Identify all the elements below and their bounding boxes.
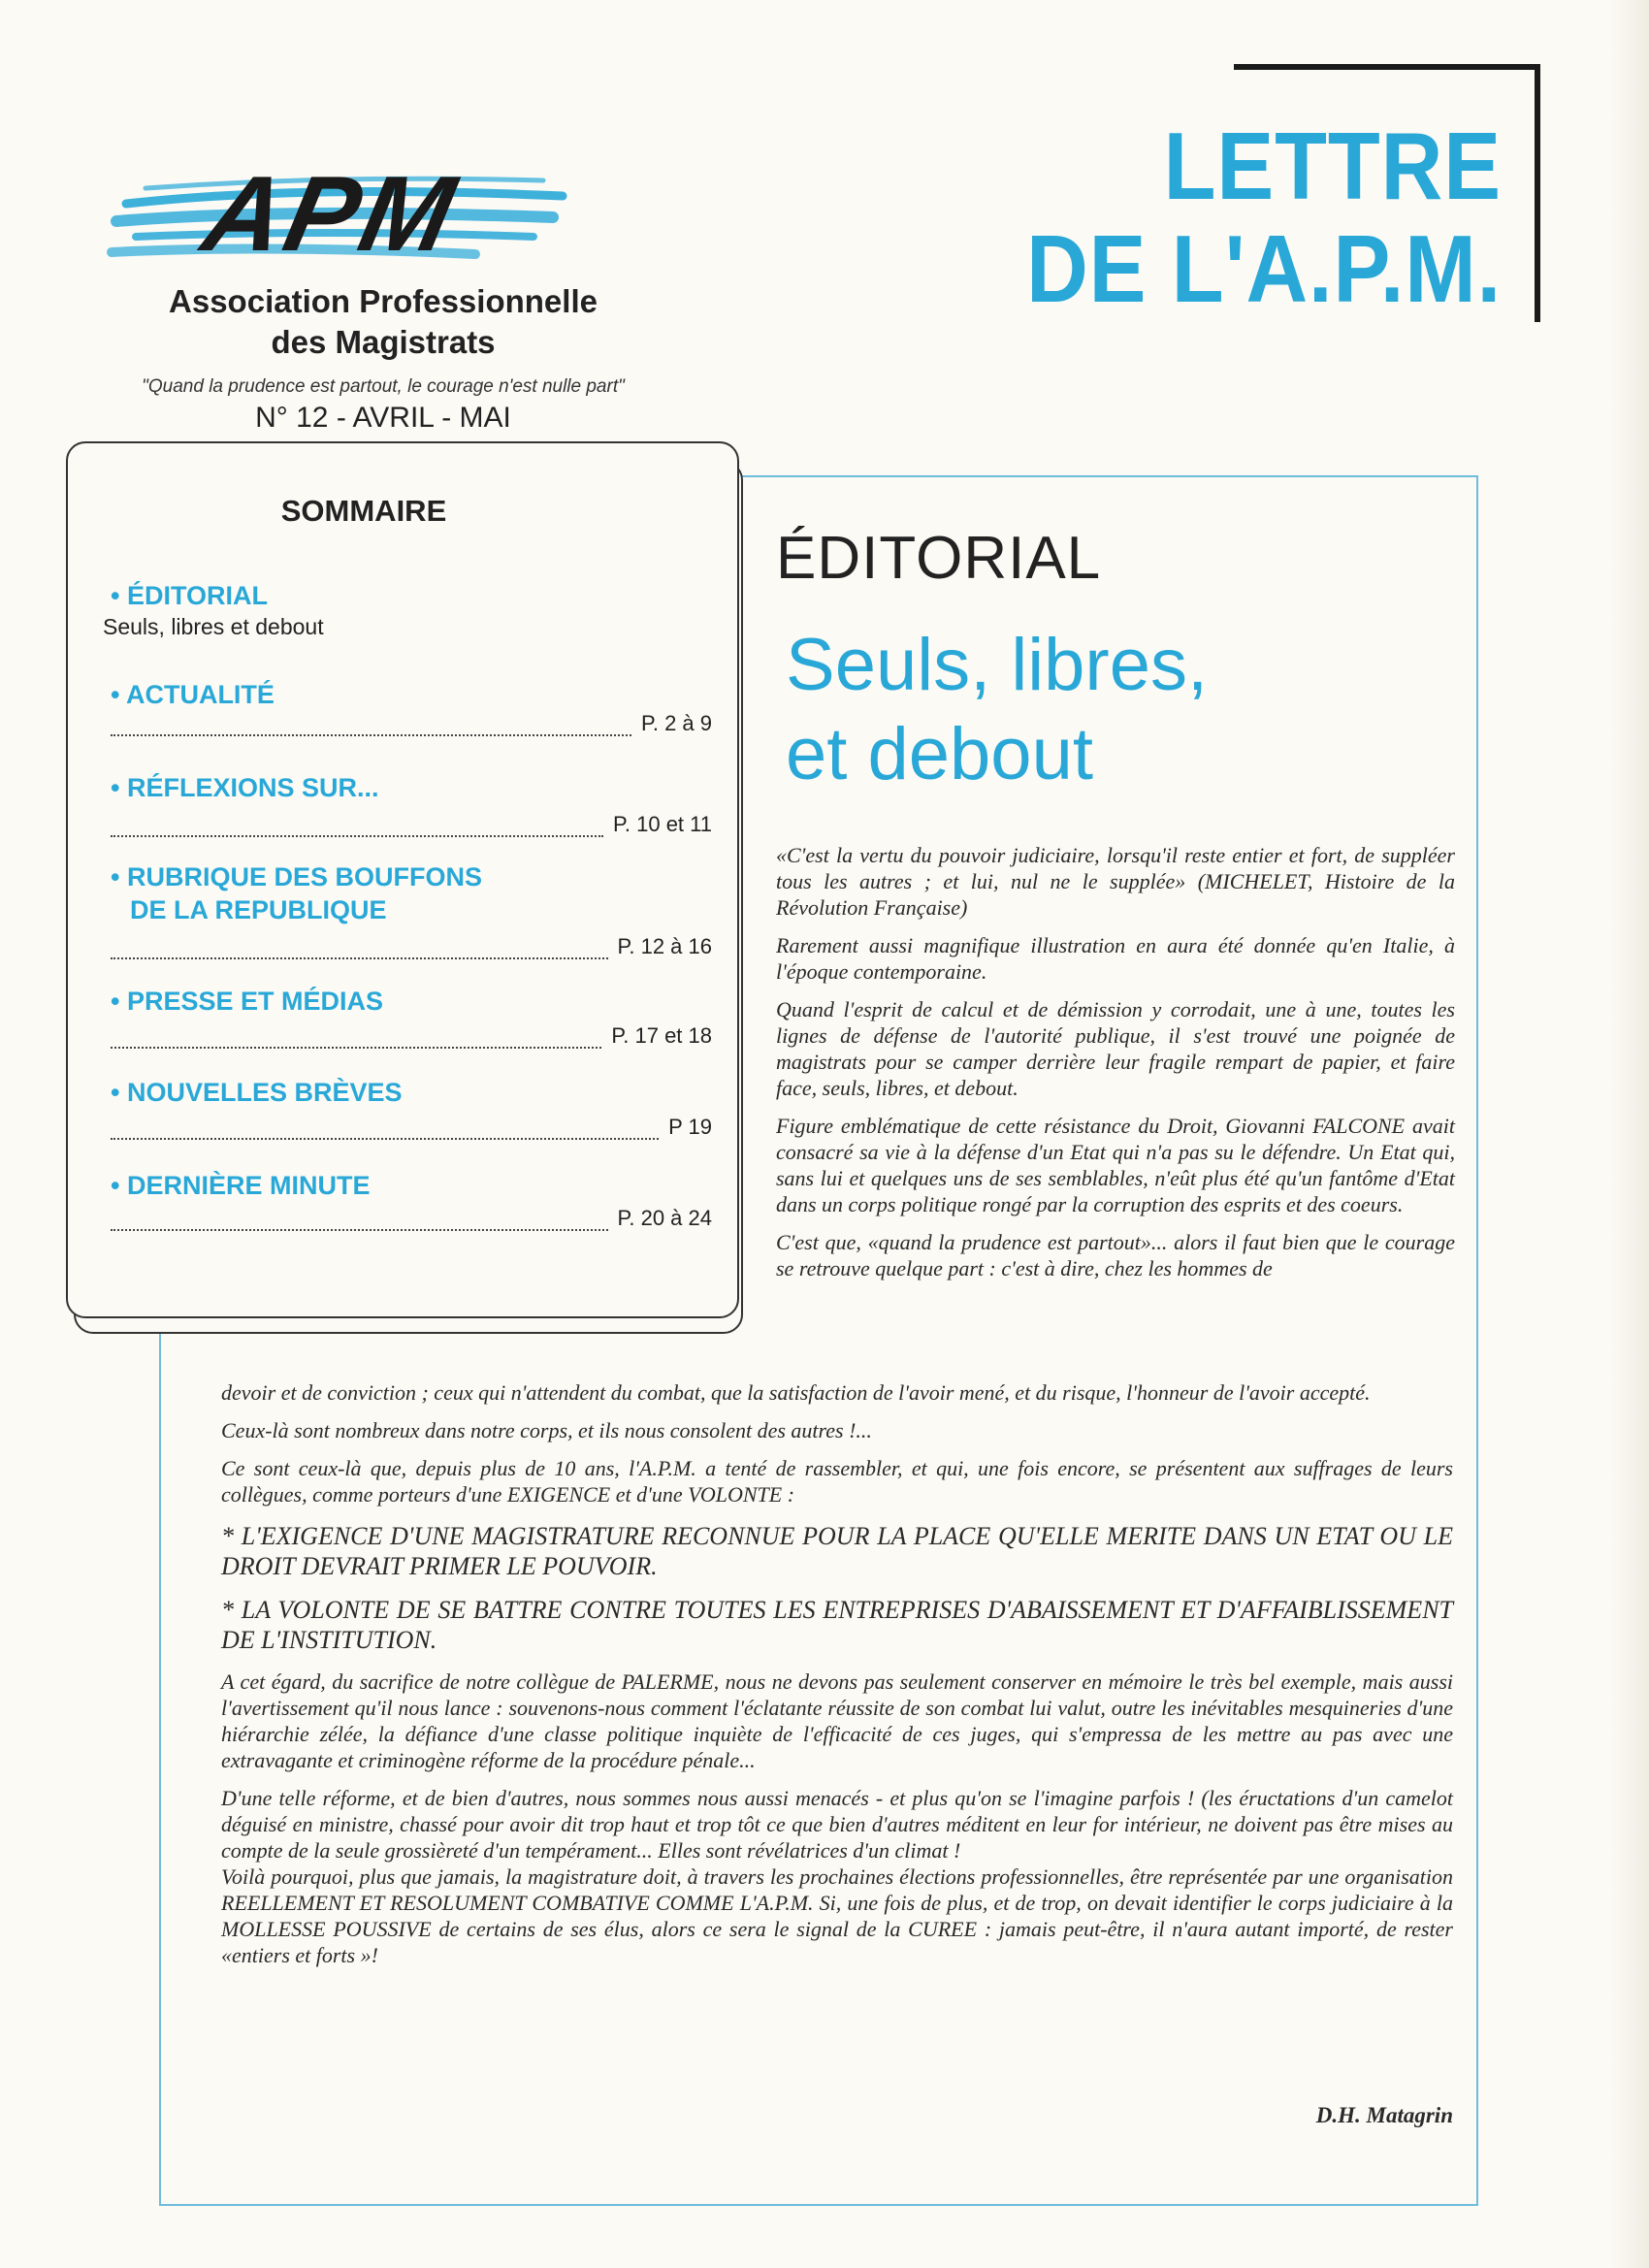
association-name (0, 281, 766, 363)
toc-sub: Seuls, libres et debout (103, 614, 324, 639)
leader-dots (111, 1027, 601, 1049)
editorial-title-line1: Seuls, libres, (786, 624, 1209, 706)
toc-page-line (111, 707, 712, 736)
newsletter-title (980, 114, 1502, 320)
paragraph: D'une telle réforme, et de bien d'autres, nous sommes nous aussi menacés - et plus qu'on se l'imagine parfois ! (les éructations d'un camelot déguisé en ministre, chassé pour avoir dit trop haut et trop tôt ce que bien d'autres méditent en leur for intérieur, ne doivent pas être mises au compte de la seule grossièreté d'un tempérament... Elles sont révélatrices d'un climat ! (221, 1786, 1453, 1863)
toc-page: P 19 (668, 1115, 712, 1139)
paragraph: Rarement aussi magnifique illustration en aura été donnée qu'en Italie, à l'époque contemporaine. (776, 933, 1455, 984)
paragraph: devoir et de conviction ; ceux qui n'attendent du combat, que la satisfaction de l'avoir mené, et du risque, l'honneur de l'avoir accepté. (221, 1380, 1371, 1405)
toc-label: • ACTUALITÉ (111, 680, 275, 709)
leader-dots (111, 938, 608, 959)
paragraph: Figure emblématique de cette résistance du Droit, Giovanni FALCONE avait consacré sa vie à la défense d'un Etat qui n'a pas su le défendre. Un Etat qui, sans lui et quelques uns de ses semblables, n'eût plus été qu'un fantôme d'Etat dans un corps politique rongé par la corruption des esprits et des coeurs. (776, 1114, 1455, 1216)
association-line2: des Magistrats (271, 324, 496, 360)
title-line1: LETTRE (1163, 113, 1502, 219)
toc-page: P. 20 à 24 (617, 1206, 712, 1230)
toc-page: P. 12 à 16 (617, 934, 712, 958)
paragraph: Ce sont ceux-là que, depuis plus de 10 ans, l'A.P.M. a tenté de rassembler, et qui, une fois encore, se présentent aux suffrages de leurs collègues, comme porteurs d'une EXIGENCE et d'une VOLONTE : (221, 1456, 1453, 1507)
leader-dots (111, 816, 603, 837)
toc-label: • NOUVELLES BRÈVES (111, 1078, 403, 1107)
toc-item-breves[interactable] (111, 1076, 712, 1109)
toc-item-reflexions[interactable] (111, 771, 712, 804)
toc-page: P. 10 et 11 (613, 812, 712, 836)
toc-page-line (111, 1111, 712, 1140)
toc-label: • ÉDITORIAL (111, 581, 268, 610)
toc-label: • DERNIÈRE MINUTE (111, 1171, 371, 1200)
paragraph: A cet égard, du sacrifice de notre collègue de PALERME, nous ne devons pas seulement conserver en mémoire le très bel exemple, mais aussi l'avertissement qu'il nous lance : souvenons-nous comment l'éclatante réussite de son combat lui valut, outre les inévitables mesquineries d'une hiérarchie zélée, la défiance d'une classe politique inquiète de l'efficacité de ces juges, qui s'empressa de les mettre au pas avec une extravagante et criminogène réforme de la procédure pénale... (221, 1669, 1453, 1772)
toc-page-line (111, 1020, 712, 1049)
toc-item-rubrique[interactable] (111, 860, 712, 926)
leader-dots (111, 1210, 608, 1231)
page-edge (1610, 0, 1649, 2268)
title-line2: DE L'A.P.M. (1026, 215, 1502, 322)
logo-text: APM (193, 153, 469, 274)
toc-page-line (111, 808, 712, 837)
toc-item-presse[interactable] (111, 985, 712, 1018)
toc-label: • RÉFLEXIONS SUR... (111, 773, 379, 802)
apm-logo-graphic (107, 136, 572, 281)
editorial-column-right (776, 842, 1455, 1281)
toc-label-2: DE LA REPUBLIQUE (130, 895, 387, 924)
toc-item-derniere-minute[interactable] (111, 1169, 712, 1202)
paragraph: * L'EXIGENCE D'UNE MAGISTRATURE RECONNUE POUR LA PLACE QU'ELLE MERITE DANS UN ETAT OU LE DROIT DEVRAIT PRIMER LE POUVOIR. (221, 1522, 1453, 1580)
toc-label: • RUBRIQUE DES BOUFFONS (111, 862, 482, 891)
leader-dots (111, 715, 631, 736)
editorial-body-wide (221, 1379, 1453, 1968)
issue-number: N° 12 - AVRIL - MAI (255, 402, 511, 434)
sommaire-card (66, 441, 739, 1318)
paragraph: * LA VOLONTE DE SE BATTRE CONTRE TOUTES LES ENTREPRISES D'ABAISSEMENT ET D'AFFAIBLISSEMENT DE L'INSTITUTION. (221, 1596, 1453, 1654)
toc-label: • PRESSE ET MÉDIAS (111, 987, 384, 1016)
toc-page: P. 2 à 9 (641, 711, 712, 735)
toc-item-actualite[interactable] (111, 678, 712, 711)
toc-page-line (111, 930, 712, 959)
editorial-heading: ÉDITORIAL (776, 525, 1102, 592)
toc-item-editorial[interactable] (103, 579, 712, 640)
paragraph: Quand l'esprit de calcul et de démission y corrodait, une à une, toutes les lignes de défense de l'autorité publique, il s'est trouvé une poignée de magistrats pour se camper derrière leur fragile rempart de papier, et faire face, seuls, libres, et debout. (776, 997, 1455, 1100)
signature: D.H. Matagrin (1315, 2103, 1453, 2127)
toc-page-line (111, 1202, 712, 1231)
association-line1: Association Professionnelle (169, 283, 598, 319)
leader-dots (111, 1118, 659, 1140)
paragraph: Ceux-là sont nombreux dans notre corps, et ils nous consolent des autres !... (221, 1418, 872, 1442)
sommaire-title: SOMMAIRE (280, 494, 447, 528)
apm-logo (107, 136, 572, 281)
motto: "Quand la prudence est partout, le courage n'est nulle part" (142, 376, 625, 397)
paragraph: C'est que, «quand la prudence est partout»... alors il faut bien que le courage se retrouve quelque part : c'est à dire, chez les hommes de (776, 1230, 1455, 1280)
paragraph: Voilà pourquoi, plus que jamais, la magistrature doit, à travers les prochaines élections professionnelles, être représentée par une organisation REELLEMENT ET RESOLUMENT COMBATIVE COMME L'A.P.M. Si, une fois de plus, et de trop, on devait identifier le corps judiciaire à la MOLLESSE POUSSIVE de certains de ses élus, alors ce sera le signal de la CUREE : jamais peut-être, il n'aura autant importé, de rester «entiers et forts »! (221, 1864, 1453, 1967)
paragraph: «C'est la vertu du pouvoir judiciaire, lorsqu'il reste entier et fort, de suppléer tous les autres ; et lui, nul ne le supplée» (MICHELET, Histoire de la Révolution Française) (776, 843, 1455, 920)
editorial-title-line2: et debout (786, 713, 1093, 795)
editorial-title (786, 621, 1208, 799)
toc-page: P. 17 et 18 (611, 1023, 712, 1048)
